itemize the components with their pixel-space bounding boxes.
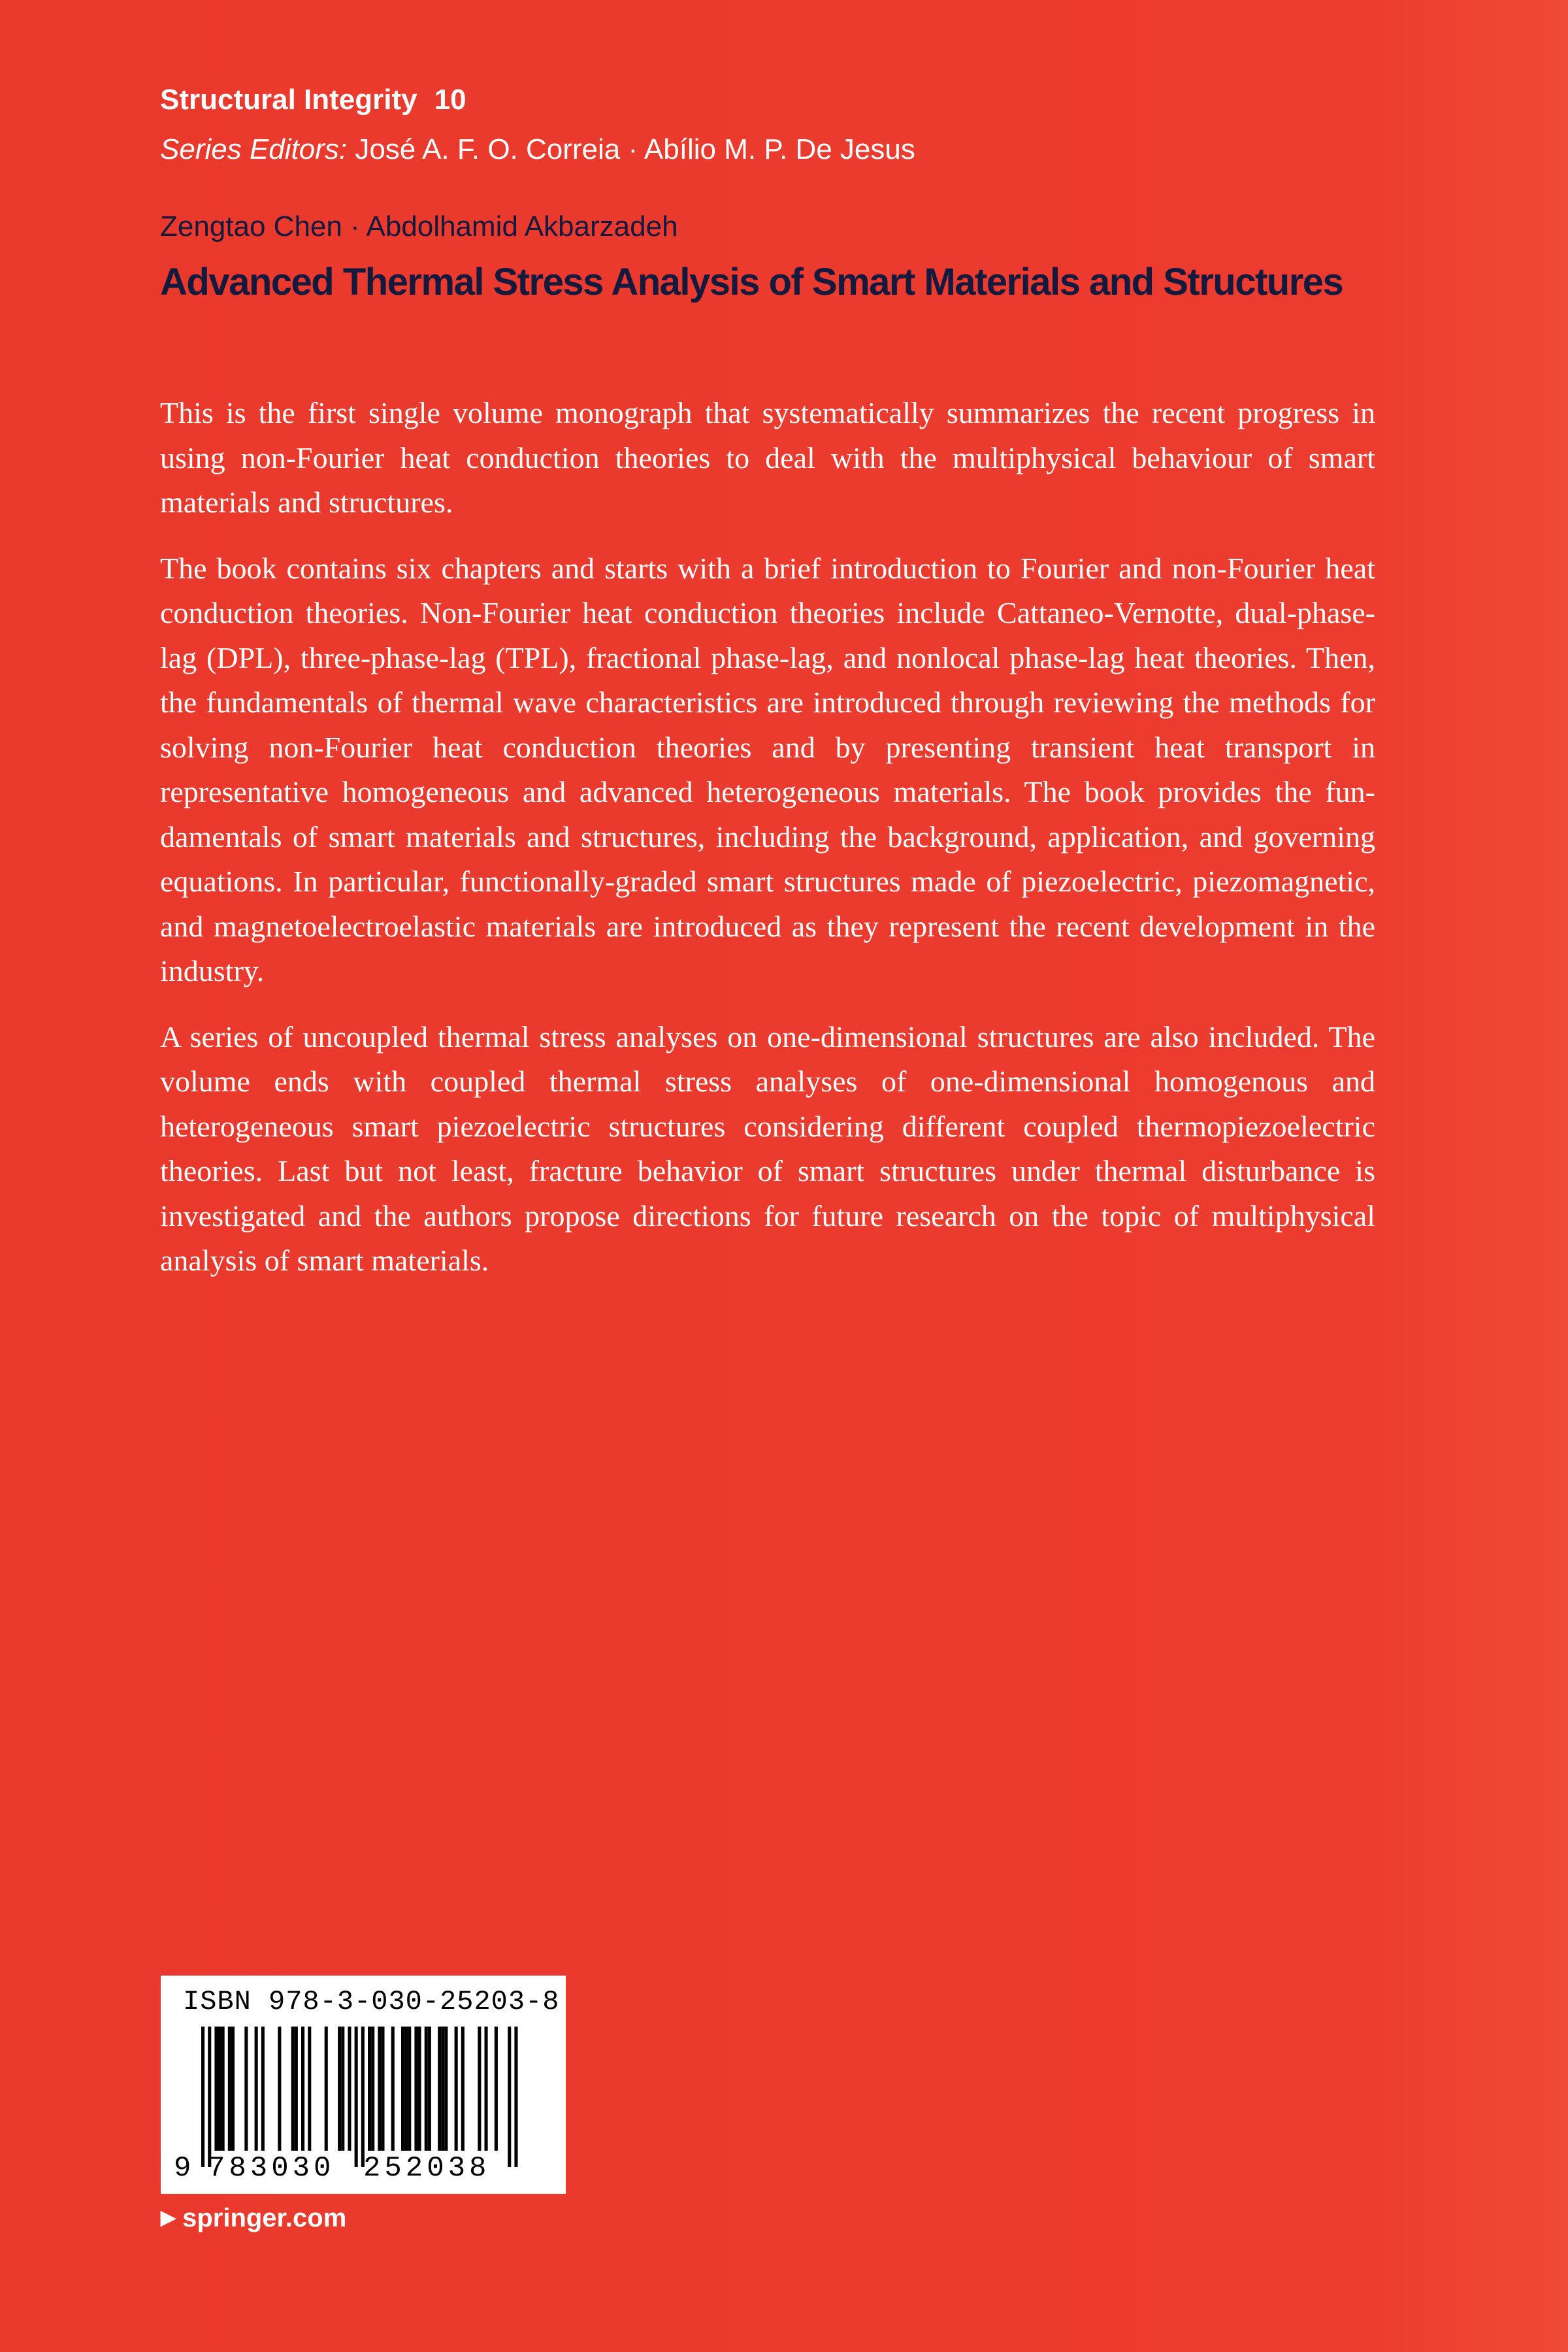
barcode-bar (441, 2027, 444, 2151)
series-number: 10 (434, 84, 466, 116)
series-editors-label: Series Editors: (160, 133, 348, 165)
barcode-bar (391, 2027, 395, 2151)
series-name: Structural Integrity (160, 84, 417, 116)
barcode-bar (368, 2027, 371, 2151)
barcode-bar (361, 2027, 365, 2167)
barcode-bar (404, 2027, 408, 2151)
publisher-link[interactable] (161, 2204, 346, 2233)
barcode-digit-group: 783030 (208, 2152, 335, 2185)
barcode-bar (255, 2027, 258, 2151)
description-paragraph: The book contains six chapters and starts with a brief introduction to Fourier and non-Fourier heat conduction theories. Non-Fourier heat conduction theories include Cattaneo-Vernotte, dual-phase-lag (DPL), three-phase-lag (TPL), fractional phase-lag, and nonlocal phase-lag heat theories. Then, the fundamentals of thermal wave characteristics are introduced through reviewing the methods for solving non-Fourier heat conduction theories and by presenting transient heat transport in representative homogeneous and advanced heterogeneous materials. The book provides the fundamentals of smart materials and structures, including the background, application, and governing equations. In particular, functionally-graded smart structures made of piezoelectric, piezomagnetic, and magnetoelectroelastic materials are introduced as they represent the recent development in the industry. (160, 551, 1375, 987)
description-paragraph: A series of uncoupled thermal stress analyses on one-dimensional structures are also included. The volume ends with coupled thermal stress analyses of one-dimensional homogenous and heterogeneous smart piezoelectric structures considering different coupled thermopiezoelectric theories. Last but not least, fracture behavior of smart structures under thermal disturbance is investigated and the authors propose directions for future research on the topic of multiphysical analysis of smart materials. (160, 1019, 1375, 1277)
barcode-bar (244, 2027, 248, 2151)
barcode-bar (378, 2027, 381, 2151)
barcode-bar (408, 2027, 411, 2151)
barcode-bar (261, 2027, 265, 2151)
barcode-bar (201, 2027, 204, 2167)
barcode-bar (348, 2027, 351, 2151)
barcode-digit-group: 9 (174, 2152, 195, 2185)
barcode-bar (414, 2027, 417, 2151)
series-title (160, 84, 466, 116)
barcode-bar (301, 2027, 304, 2151)
isbn-label: ISBN 978-3-030-25203-8 (183, 1986, 560, 2017)
barcode-bar (221, 2027, 225, 2151)
barcode-bar (401, 2027, 404, 2151)
barcode-bar (514, 2027, 517, 2167)
barcode-bar (208, 2027, 211, 2167)
series-editors-names: José A. F. O. Correia · Abílio M. P. De Jesus (347, 133, 915, 165)
barcode-bar (228, 2027, 231, 2151)
barcode-bar (295, 2027, 298, 2151)
barcode-bar (508, 2027, 511, 2167)
barcode-bar (425, 2027, 428, 2151)
barcode-bar (325, 2027, 328, 2151)
description-paragraph: This is the first single volume monograph that systematically summarizes the recent progress in using non-Fourier heat conduction theories to deal with the multiphysical behaviour of smart materials and structures. (160, 396, 1375, 519)
barcode-bar (478, 2027, 481, 2151)
barcode-bar (278, 2027, 281, 2151)
triangle-right-icon: ▶ (161, 2207, 176, 2228)
series-editors (160, 133, 915, 166)
barcode-bar (438, 2027, 441, 2151)
barcode-bar (371, 2027, 374, 2151)
book-authors: Zengtao Chen · Abdolhamid Akbarzadeh (160, 210, 678, 242)
book-title: Advanced Thermal Stress Analysis of Smart Materials and Structures (160, 261, 1343, 303)
publisher-url: springer.com (182, 2204, 347, 2232)
barcode-bar (418, 2027, 421, 2151)
barcode-bar (495, 2027, 498, 2151)
barcode-bar (381, 2027, 384, 2151)
barcode-digit-group: 252038 (363, 2152, 491, 2185)
barcode-bar (444, 2027, 448, 2151)
barcode-bar (428, 2027, 431, 2151)
barcode-bar (218, 2027, 221, 2151)
barcode-bar (231, 2027, 235, 2151)
barcode-bar (308, 2027, 311, 2151)
isbn-barcode (161, 1976, 566, 2194)
barcode-bar (355, 2027, 358, 2167)
barcode-bar (338, 2027, 341, 2151)
barcode-bar (341, 2027, 344, 2151)
barcode-bar (455, 2027, 458, 2151)
barcode-bar (214, 2027, 218, 2151)
barcode-bar (461, 2027, 465, 2151)
book-description (160, 391, 1375, 1304)
barcode-bar (291, 2027, 295, 2151)
barcode-bar (485, 2027, 488, 2151)
